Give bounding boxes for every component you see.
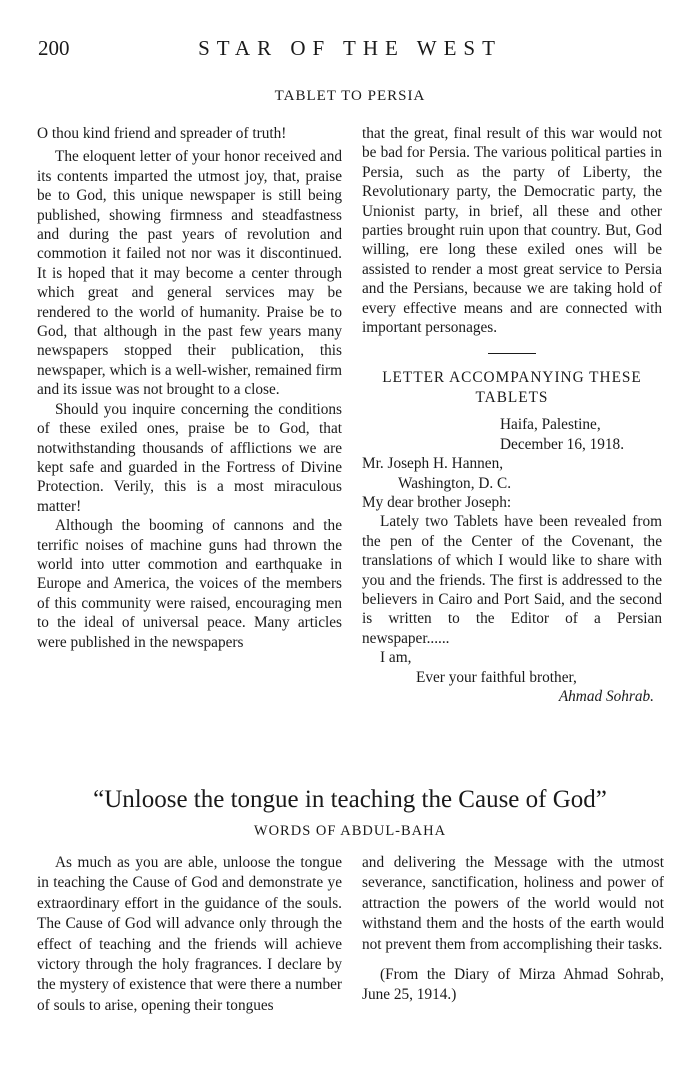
- page-number: 200: [38, 36, 70, 60]
- letter-recipient: Mr. Joseph H. Hannen,: [362, 455, 504, 473]
- words-title: “Unloose the tongue in teaching the Cause of God”: [93, 786, 607, 813]
- words-paragraph: and delivering the Message with the utmost severance, sanctification, holiness and power of attraction the powers of the world would not withstand them and the hosts of the earth would not prevent them from accomplishing their tasks.: [362, 854, 664, 953]
- words-paragraph: As much as you are able, unloose the tongue in teaching the Cause of God and demonstrate ye extraordinary effort in the guidance of the souls. The Cause of God will advance only through the effect of teaching and the friends will achieve victory through the holy fragrances. I declare by the mystery of existence that were there a number of souls to arise, opening their tongues: [37, 854, 342, 1014]
- letter-body: Lately two Tablets have been revealed from the pen of the Center of the Covenant, the translations of which I would like to share with you and the friends. The first is addressed to the believers in Cairo and Port Said, and the second is written to the Editor of a Persian newspaper......: [362, 513, 662, 647]
- words-source: (From the Diary of Mirza Ahmad Sohrab, June 25, 1914.): [362, 966, 664, 1004]
- journal-title: STAR OF THE WEST: [198, 36, 502, 60]
- tablet-paragraph: Although the booming of cannons and the terrific noises of machine guns had thrown the world into utter commotion and earthquake in Europe and America, the voices of the members of this community were raised, encouraging men to the ideal of universal peace. Many articles were published in the newspapers: [37, 517, 342, 651]
- words-subtitle: WORDS OF ABDUL-BAHA: [253, 823, 447, 839]
- tablet-column-right: [362, 124, 662, 706]
- divider: [488, 353, 536, 354]
- letter-closing-1: I am,: [380, 649, 412, 667]
- letter-date: December 16, 1918.: [500, 435, 625, 453]
- tablet-title: TABLET TO PERSIA: [274, 88, 426, 104]
- tablet-salutation: O thou kind friend and spreader of truth!: [37, 125, 287, 142]
- tablet-paragraph: Should you inquire concerning the conditions of these exiled ones, praise be to God, that notwithstanding thousands of afflictions we are kept safe and guarded in the Fortress of Divine Protection. Verily, this is a most miraculous matter!: [37, 400, 342, 515]
- letter-signature: Ahmad Sohrab.: [558, 687, 654, 705]
- letter-place: Haifa, Palestine,: [500, 416, 601, 434]
- page-header: [38, 36, 662, 66]
- tablet-paragraph: that the great, final result of this war would not be bad for Persia. The various political parties in Persia, such as the party of Liberty, the Revolutionary party, the Democratic party, the Unionist party, in brief, all these and other parties brought ruin upon that country. But, God willing, ere long these exiled ones will be assisted to render a most great service to Persia and the Persians, because we are taking hold of every effective means and are connected with important personages.: [362, 125, 662, 337]
- letter-heading: LETTER ACCOMPANYING THESE TABLETS: [382, 369, 642, 406]
- words-column-right: [362, 853, 664, 1006]
- letter-recipient-city: Washington, D. C.: [398, 474, 512, 492]
- letter-salutation: My dear brother Joseph:: [362, 493, 512, 511]
- tablet-paragraph: The eloquent letter of your honor received and its contents imparted the utmost joy, that, praise be to God, this unique newspaper is still being published, showing firmness and steadfastness and during the past years of revolution and commotion it failed not nor was it discontinued. It is hoped that it may become a center through which great and general services may be rendered to the world of humanity. Praise be to God, that although in the past few years many newspapers stopped their publication, this newspaper, which is a well-wisher, remained firm and its issue was not brought to a close.: [37, 148, 342, 399]
- tablet-column-left: [37, 124, 342, 652]
- letter-closing-2: Ever your faithful brother,: [416, 668, 577, 686]
- words-column-left: [37, 853, 342, 1016]
